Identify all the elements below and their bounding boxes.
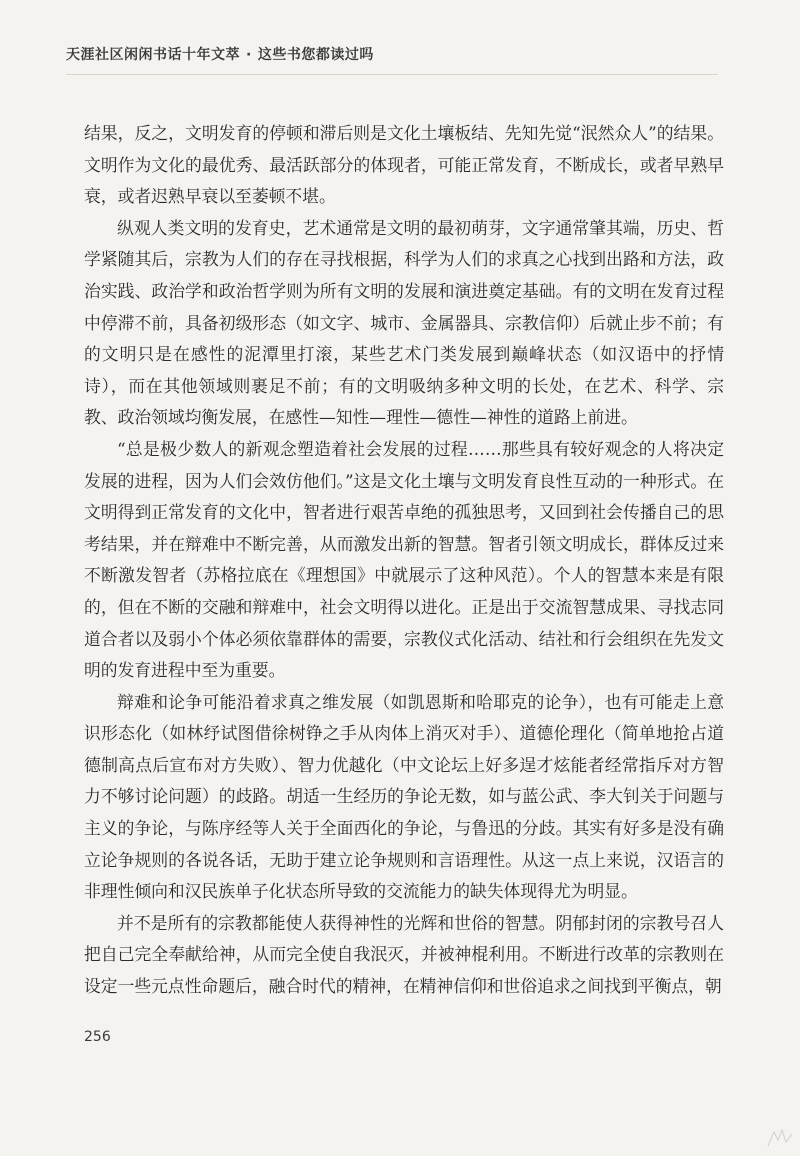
paragraph-1: 结果，反之，文明发育的停顿和滞后则是文化土壤板结、先知先觉“泯然众人”的结果。文明作为文化的最优秀、最活跃部分的体现者，可能正常发育，不断成长，或者早熟早衰，或者迟熟早衰以至萎顿不堪。 xyxy=(84,123,724,207)
header-separator: · xyxy=(246,47,252,63)
page-edge-mark xyxy=(766,1128,794,1148)
body-text xyxy=(84,118,724,1003)
paragraph-3: “总是极少数人的新观念塑造着社会发展的过程……那些具有较好观念的人将决定发展的进程，因为人们会效仿他们。”这是文化土壤与文明发育良性互动的一种形式。在文明得到正常发育的文化中，智者进行艰苦卓绝的孤独思考，又回到社会传播自己的思考结果，并在辩难中不断完善，从而激发出新的智慧。智者引领文明成长，群体反过来不断激发智者（苏格拉底在《理想国》中就展示了这种风范）。个人的智慧本来是有限的，但在不断的交融和辩难中，社会文明得以进化。正是出于交流智慧成果、寻找志同道合者以及弱小个体必须依靠群体的需要，宗教仪式化活动、结社和行会组织在先发文明的发育进程中至为重要。 xyxy=(84,438,724,681)
header-rule xyxy=(66,74,718,75)
page-number: 256 xyxy=(84,1029,111,1045)
book-title: 天涯社区闲闲书话十年文萃 xyxy=(66,47,240,63)
running-header xyxy=(66,44,374,64)
paragraph-2: 纵观人类文明的发育史，艺术通常是文明的最初萌芽，文字通常肇其端，历史、哲学紧随其后，宗教为人们的存在寻找根据，科学为人们的求真之心找到出路和方法，政治实践、政治学和政治哲学则为所有文明的发展和演进奠定基础。有的文明在发育过程中停滞不前，具备初级形态（如文字、城市、金属器具、宗教信仰）后就止步不前；有的文明只是在感性的泥潭里打滚，某些艺术门类发展到巅峰状态（如汉语中的抒情诗），而在其他领域则裹足不前；有的文明吸纳多种文明的长处，在艺术、科学、宗教、政治领域均衡发展，在感性—知性—理性—德性—神性的道路上前进。 xyxy=(84,217,724,428)
section-title: 这些书您都读过吗 xyxy=(257,47,374,63)
paragraph-5: 并不是所有的宗教都能使人获得神性的光辉和世俗的智慧。阴郁封闭的宗教号召人把自己完全奉献给神，从而完全使自我泯灭，并被神棍利用。不断进行改革的宗教则在设定一些元点性命题后，融合时代的精神，在精神信仰和世俗追求之间找到平衡点，朝 xyxy=(84,912,724,997)
paragraph-4: 辩难和论争可能沿着求真之维发展（如凯恩斯和哈耶克的论争），也有可能走上意识形态化（如林纾试图借徐树铮之手从肉体上消灭对手）、道德伦理化（简单地抢占道德制高点后宣布对方失败）、智力优越化（中文论坛上好多逞才炫能者经常指斥对方智力不够讨论问题）的歧路。胡适一生经历的争论无数，如与蓝公武、李大钊关于问题与主义的争论，与陈序经等人关于全面西化的争论，与鲁迅的分歧。其实有好多是没有确立论争规则的各说各话，无助于建立论争规则和言语理性。从这一点上来说，汉语言的非理性倾向和汉民族单子化状态所导致的交流能力的缺失体现得尤为明显。 xyxy=(84,691,724,902)
